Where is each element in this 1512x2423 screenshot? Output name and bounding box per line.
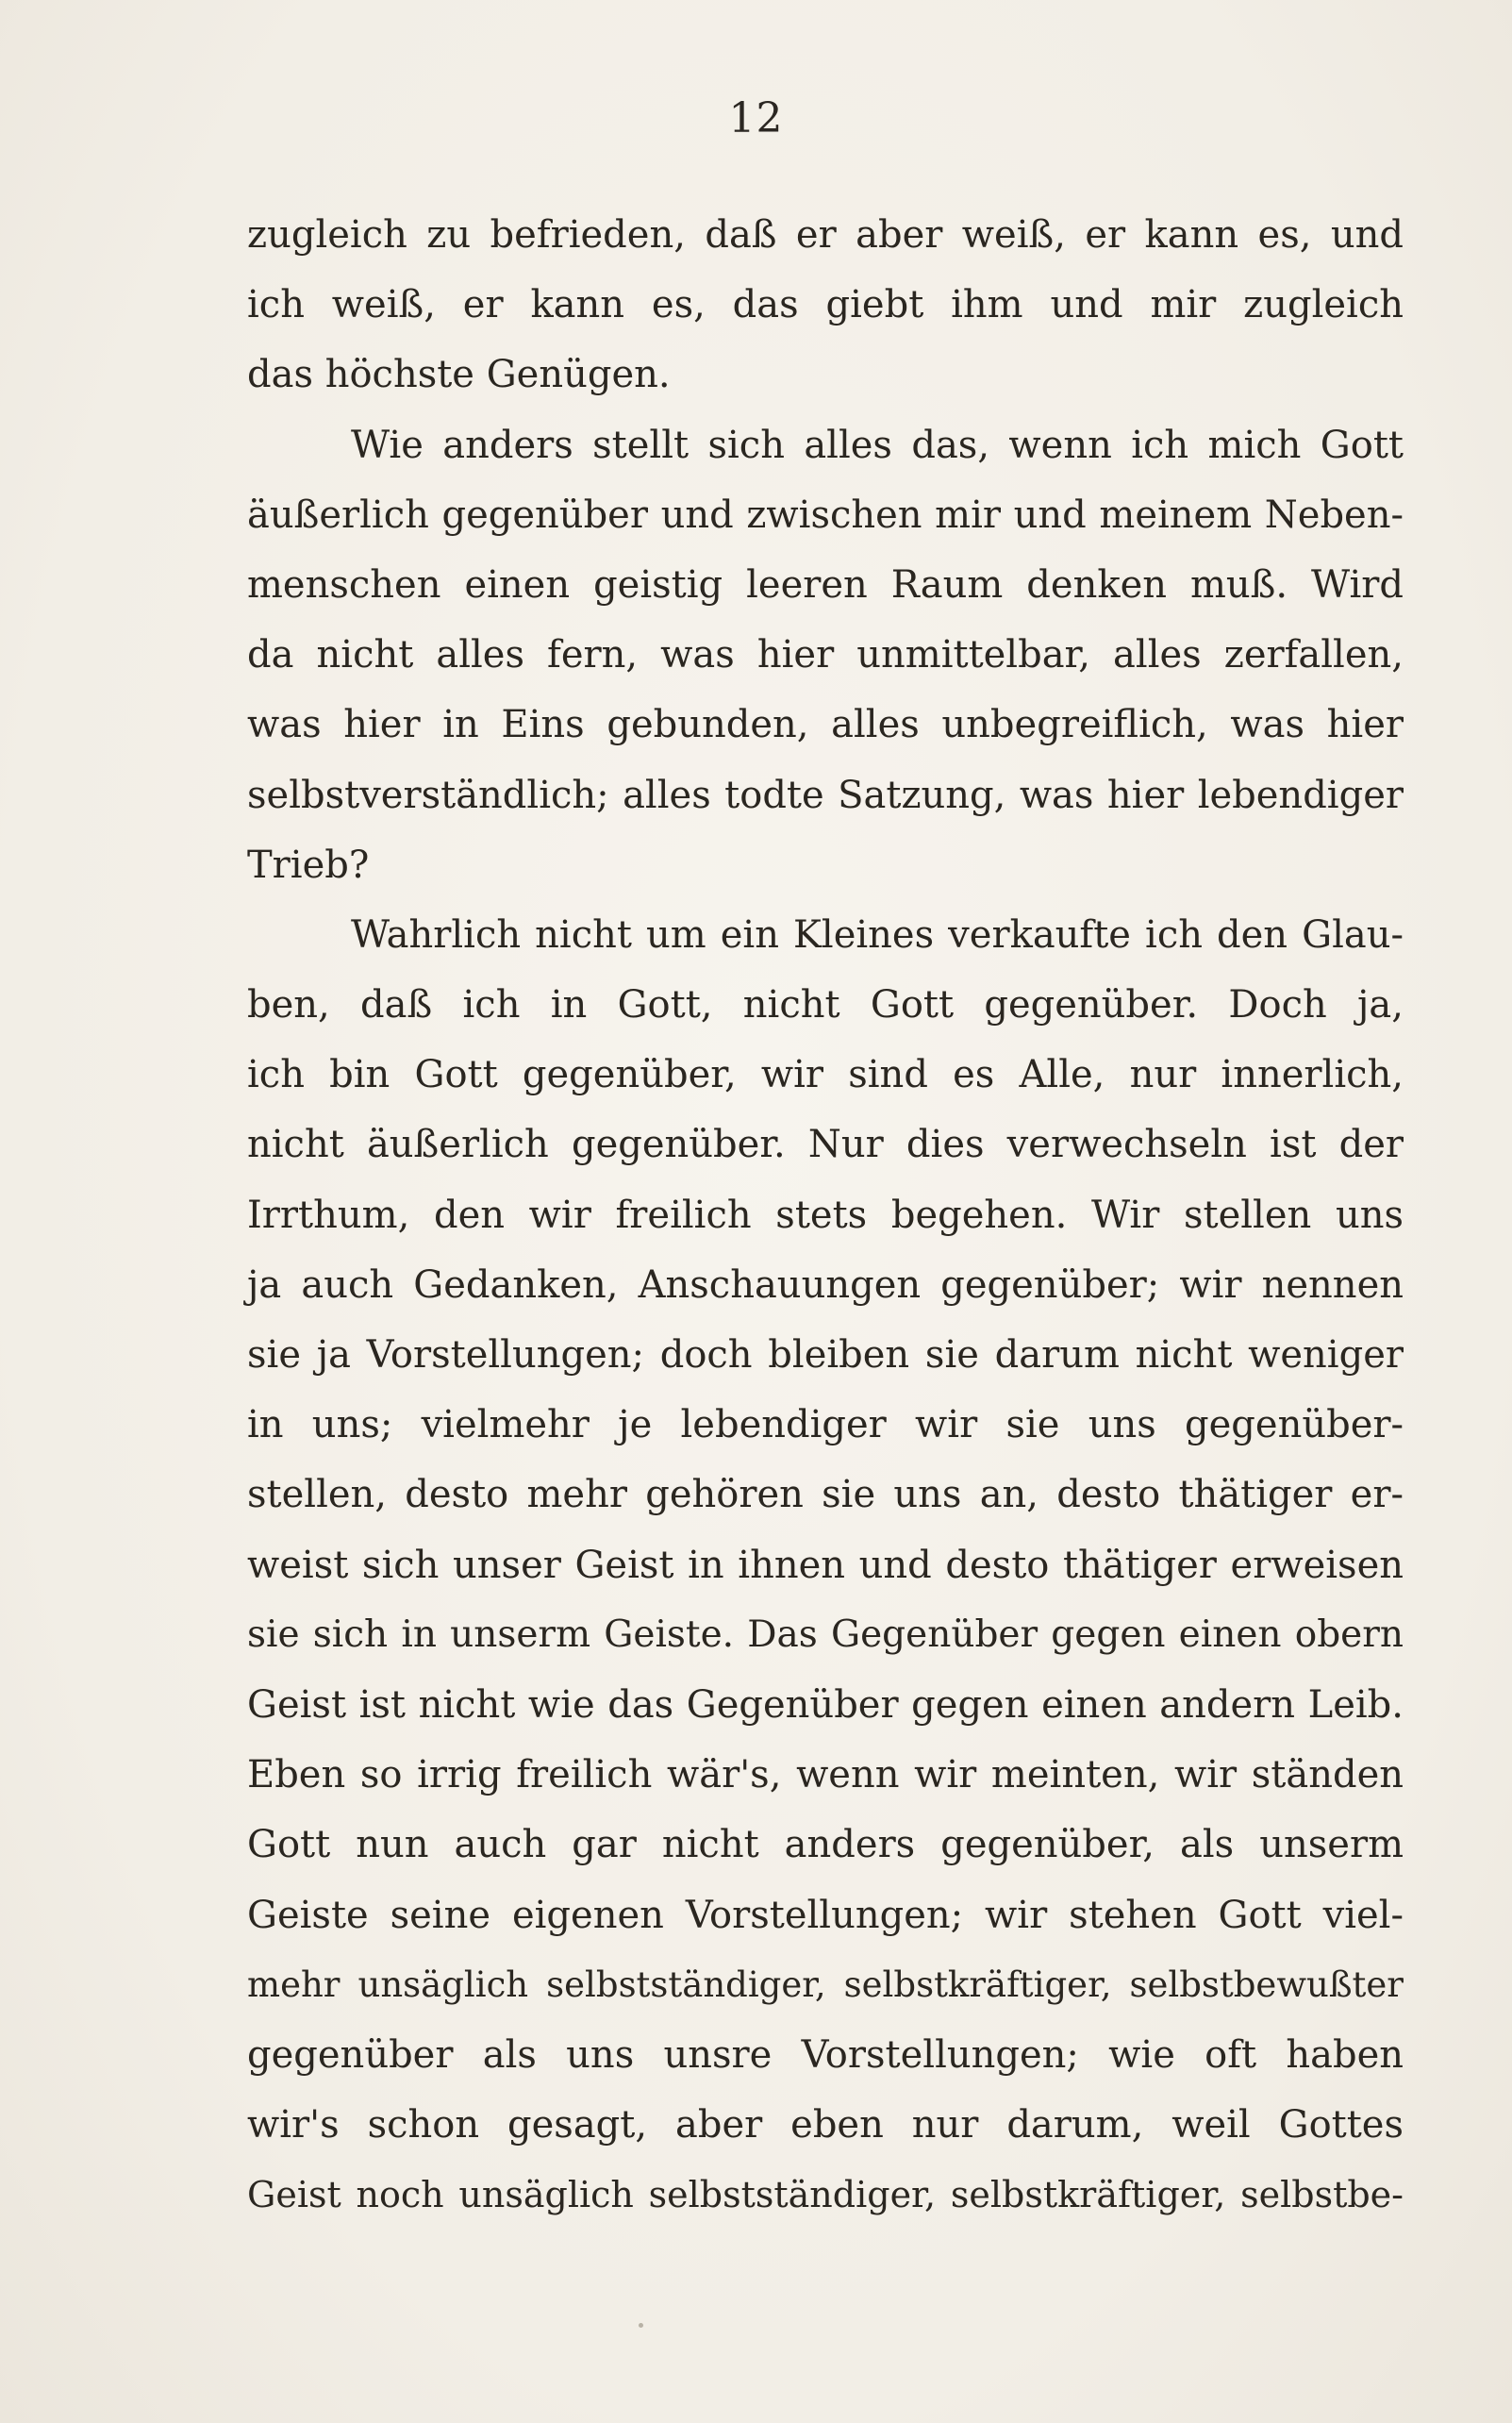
text-line: gegenüber als uns unsre Vorstellungen; wie oft haben: [247, 2032, 1404, 2077]
text-line: sie ja Vorstellungen; doch bleiben sie darum nicht weniger: [247, 1333, 1404, 1377]
body-text: [247, 200, 1404, 2230]
text-line: selbstverständlich; alles todte Satzung, was hier lebendiger: [247, 773, 1404, 817]
text-line: da nicht alles fern, was hier unmittelbar, alles zerfallen,: [247, 633, 1404, 677]
text-line: stellen, desto mehr gehören sie uns an, desto thätiger er-: [247, 1473, 1404, 1517]
text-line: Gott nun auch gar nicht anders gegenüber, als unserm: [247, 1823, 1404, 1867]
text-line: ja auch Gedanken, Anschauungen gegenüber; wir nennen: [247, 1262, 1404, 1307]
text-line: nicht äußerlich gegenüber. Nur dies verwechseln ist der: [247, 1123, 1404, 1167]
text-line: äußerlich gegenüber und zwischen mir und meinem Neben-: [247, 493, 1404, 537]
text-line: Geist ist nicht wie das Gegenüber gegen einen andern Leib.: [247, 1682, 1404, 1727]
page-number: 12: [728, 94, 784, 142]
text-line: Geist noch unsäglich selbstständiger, selbstkräftiger, selbstbe-: [247, 2174, 1404, 2216]
text-line: was hier in Eins gebunden, alles unbegreiflich, was hier: [247, 703, 1404, 747]
text-line: ben, daß ich in Gott, nicht Gott gegenüber. Doch ja,: [247, 983, 1404, 1028]
text-line: ich bin Gott gegenüber, wir sind es Alle, nur innerlich,: [247, 1053, 1404, 1097]
text-line: menschen einen geistig leeren Raum denken muß. Wird: [247, 562, 1404, 607]
text-line: zugleich zu befrieden, daß er aber weiß, er kann es, und: [247, 213, 1404, 257]
text-line: ich weiß, er kann es, das giebt ihm und mir zugleich: [247, 283, 1404, 327]
paper-speck: [639, 2323, 643, 2328]
text-line: Geiste seine eigenen Vorstellungen; wir stehen Gott viel-: [247, 1893, 1404, 1937]
text-line: Trieb?: [247, 843, 370, 887]
text-line: das höchste Genügen.: [247, 353, 671, 397]
text-line: wir's schon gesagt, aber eben nur darum, weil Gottes: [247, 2103, 1404, 2147]
text-line: sie sich in unserm Geiste. Das Gegenüber gegen einen obern: [247, 1613, 1404, 1656]
text-line: Wie anders stellt sich alles das, wenn ich mich Gott: [351, 423, 1404, 467]
text-line: Eben so irrig freilich wär's, wenn wir meinten, wir ständen: [247, 1753, 1404, 1797]
text-line: Irrthum, den wir freilich stets begehen. Wir stellen uns: [247, 1193, 1404, 1237]
text-line: in uns; vielmehr je lebendiger wir sie uns gegenüber-: [247, 1403, 1404, 1447]
text-line: Wahrlich nicht um ein Kleines verkaufte ich den Glau-: [351, 912, 1404, 957]
text-line: mehr unsäglich selbstständiger, selbstkräftiger, selbstbewußter: [247, 1963, 1404, 2005]
text-line: weist sich unser Geist in ihnen und desto thätiger erweisen: [247, 1543, 1404, 1587]
